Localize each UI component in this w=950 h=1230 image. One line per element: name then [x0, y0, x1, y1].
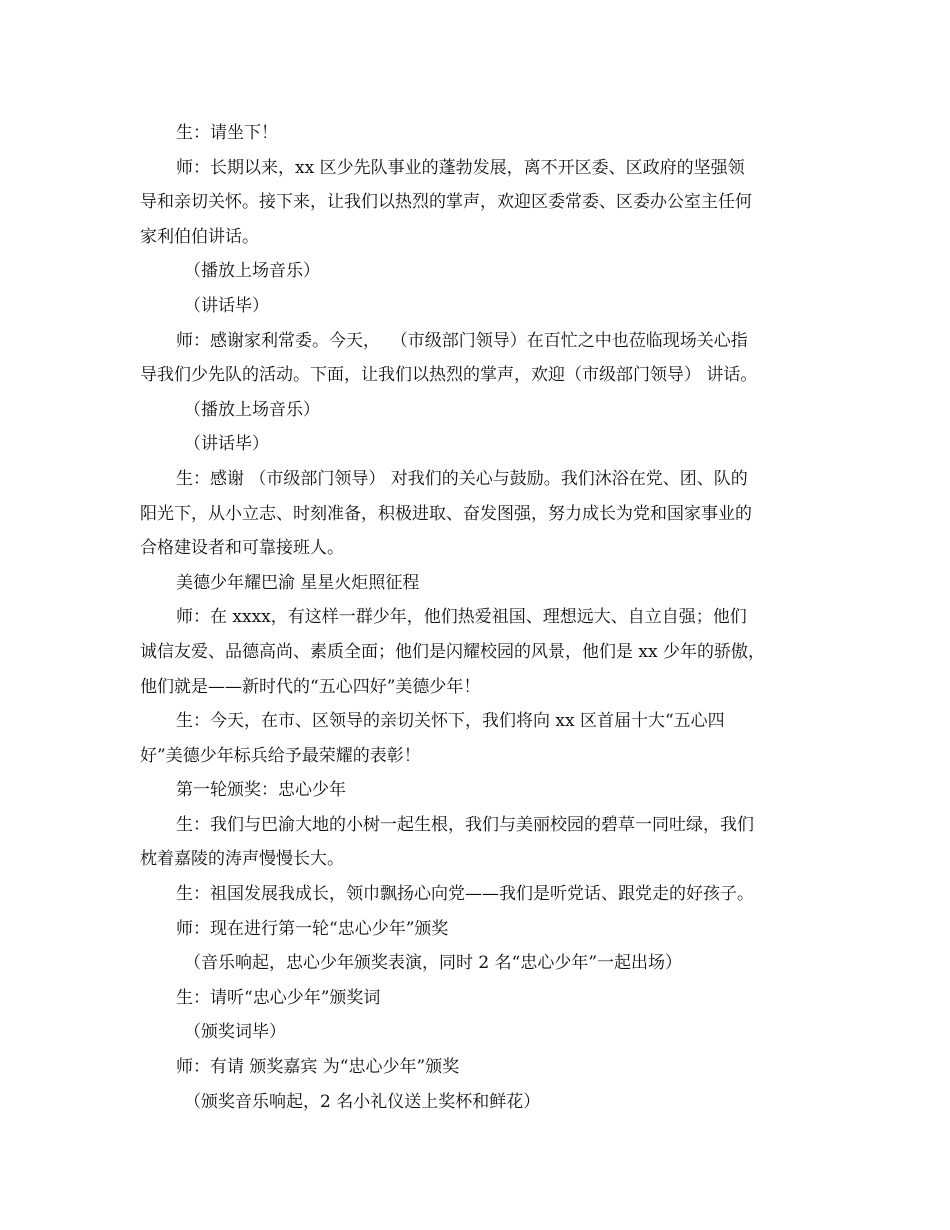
- text-line: 师：有请 颁奖嘉宾 为“忠心少年”颁奖: [176, 1057, 460, 1078]
- text-line: 生：我们与巴渝大地的小树一起生根，我们与美丽校园的碧草一同吐绿，我们: [176, 814, 754, 835]
- text-line: 阳光下，从小立志、时刻准备，积极进取、奋发图强，努力成长为党和国家事业的: [140, 503, 752, 524]
- text-line: 生：感谢 （市级部门领导） 对我们的关心与鼓励。我们沐浴在党、团、队的: [176, 468, 748, 489]
- text-line: （讲话毕）: [184, 295, 269, 316]
- text-line: 生：请坐下！: [176, 123, 278, 143]
- text-line: （颁奖音乐响起，2 名小礼仪送上奖杯和鲜花）: [184, 1091, 541, 1112]
- text-line: 第一轮颁奖：忠心少年: [176, 780, 346, 801]
- text-line: 诚信友爱、品德高尚、素质全面；他们是闪耀校园的风景，他们是 xx 少年的骄傲，: [140, 641, 765, 662]
- text-line: 好”美德少年标兵给予最荣耀的表彰！: [140, 745, 421, 766]
- text-line: 生：请听“忠心少年”颁奖词: [176, 987, 381, 1008]
- document-body: [140, 116, 850, 1119]
- text-line: （播放上场音乐）: [184, 261, 320, 282]
- text-line: 师：感谢家利常委。今天， （市级部门领导）在百忙之中也莅临现场关心指: [176, 330, 748, 351]
- text-line: 合格建设者和可靠接班人。: [140, 538, 344, 559]
- text-line: （音乐响起，忠心少年颁奖表演，同时 2 名“忠心少年”一起出场）: [184, 953, 683, 974]
- text-line: 枕着嘉陵的涛声慢慢长大。: [140, 849, 344, 870]
- text-line: 家利伯伯讲话。: [140, 226, 259, 247]
- text-line: 师：现在进行第一轮“忠心少年”颁奖: [176, 918, 449, 939]
- text-line: 生：今天，在市、区领导的亲切关怀下，我们将向 xx 区首届十大“五心四: [176, 711, 725, 732]
- text-line: 师：长期以来，xx 区少先队事业的蓬勃发展，离不开区委、区政府的坚强领: [176, 157, 745, 178]
- text-line: 美德少年耀巴渝 星星火炬照征程: [176, 572, 420, 593]
- text-line: 他们就是——新时代的“五心四好”美德少年！: [140, 676, 481, 697]
- text-line: 生：祖国发展我成长，领巾飘扬心向党——我们是听党话、跟党走的好孩子。: [176, 884, 754, 905]
- text-line: 师：在 xxxx，有这样一群少年，他们热爱祖国、理想远大、自立自强；他们: [176, 607, 747, 628]
- text-line: （讲话毕）: [184, 434, 269, 455]
- text-line: 导我们少先队的活动。下面，让我们以热烈的掌声，欢迎（市级部门领导） 讲话。: [140, 365, 758, 386]
- text-line: 导和亲切关怀。接下来，让我们以热烈的掌声，欢迎区委常委、区委办公室主任何: [140, 192, 752, 213]
- text-line: （颁奖词毕）: [184, 1022, 286, 1043]
- text-line: （播放上场音乐）: [184, 399, 320, 420]
